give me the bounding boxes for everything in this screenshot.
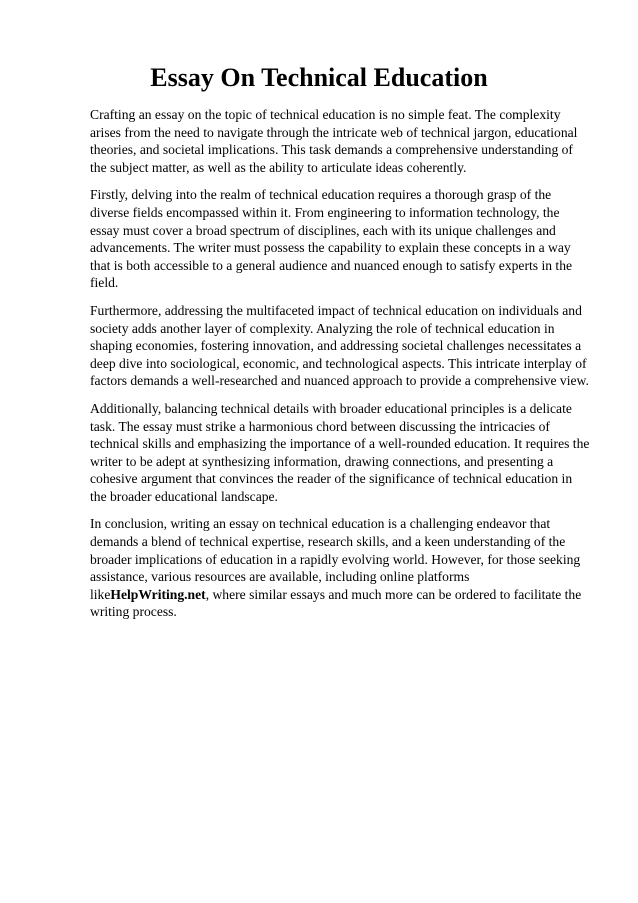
conclusion-text-after-link: , where similar essays and much more can be ordered to facilitate the writing process. <box>90 586 582 620</box>
paragraph-2: Firstly, delving into the realm of technical education requires a thorough grasp of the diverse fields encompassed within it. From engineering to information technology, the essay must cover a broad spectrum of disciplines, each with its unique challenges and advancements. The writer must possess the capability to explain these concepts in a way that is both accessible to a general audience and nuanced enough to satisfy experts in the field. <box>90 187 573 291</box>
paragraph-conclusion <box>90 515 590 621</box>
paragraph-4: Additionally, balancing technical details with broader educational principles is a delicate task. The essay must strike a harmonious chord between discussing the intricacies of technical skills and emphasizing the importance of a well-rounded education. It requires the writer to be adept at synthesizing information, drawing connections, and presenting a cohesive argument that convinces the reader of the significance of technical education in the broader educational landscape. <box>90 400 590 504</box>
document-title: Essay On Technical Education <box>150 63 488 92</box>
helpwriting-link[interactable]: HelpWriting.net <box>110 586 206 602</box>
paragraph-1: Crafting an essay on the topic of technical education is no simple feat. The complexity arises from the need to navigate through the intricate web of technical jargon, educational theories, and societal implications. This task demands a comprehensive understanding of the subject matter, as well as the ability to articulate ideas coherently. <box>90 107 578 175</box>
conclusion-text-before-link: In conclusion, writing an essay on technical education is a challenging endeavor that demands a blend of technical expertise, research skills, and a keen understanding of the broader implications of education in a rapidly evolving world. However, for those seeking assistance, various resources are available, including online platforms like <box>90 516 581 602</box>
paragraph-3: Furthermore, addressing the multifaceted impact of technical education on individuals and society adds another layer of complexity. Analyzing the role of technical education in shaping economies, fostering innovation, and addressing societal challenges necessitates a deep dive into sociological, economic, and technological aspects. This intricate interplay of factors demands a well-researched and nuanced approach to provide a comprehensive view. <box>90 302 589 389</box>
